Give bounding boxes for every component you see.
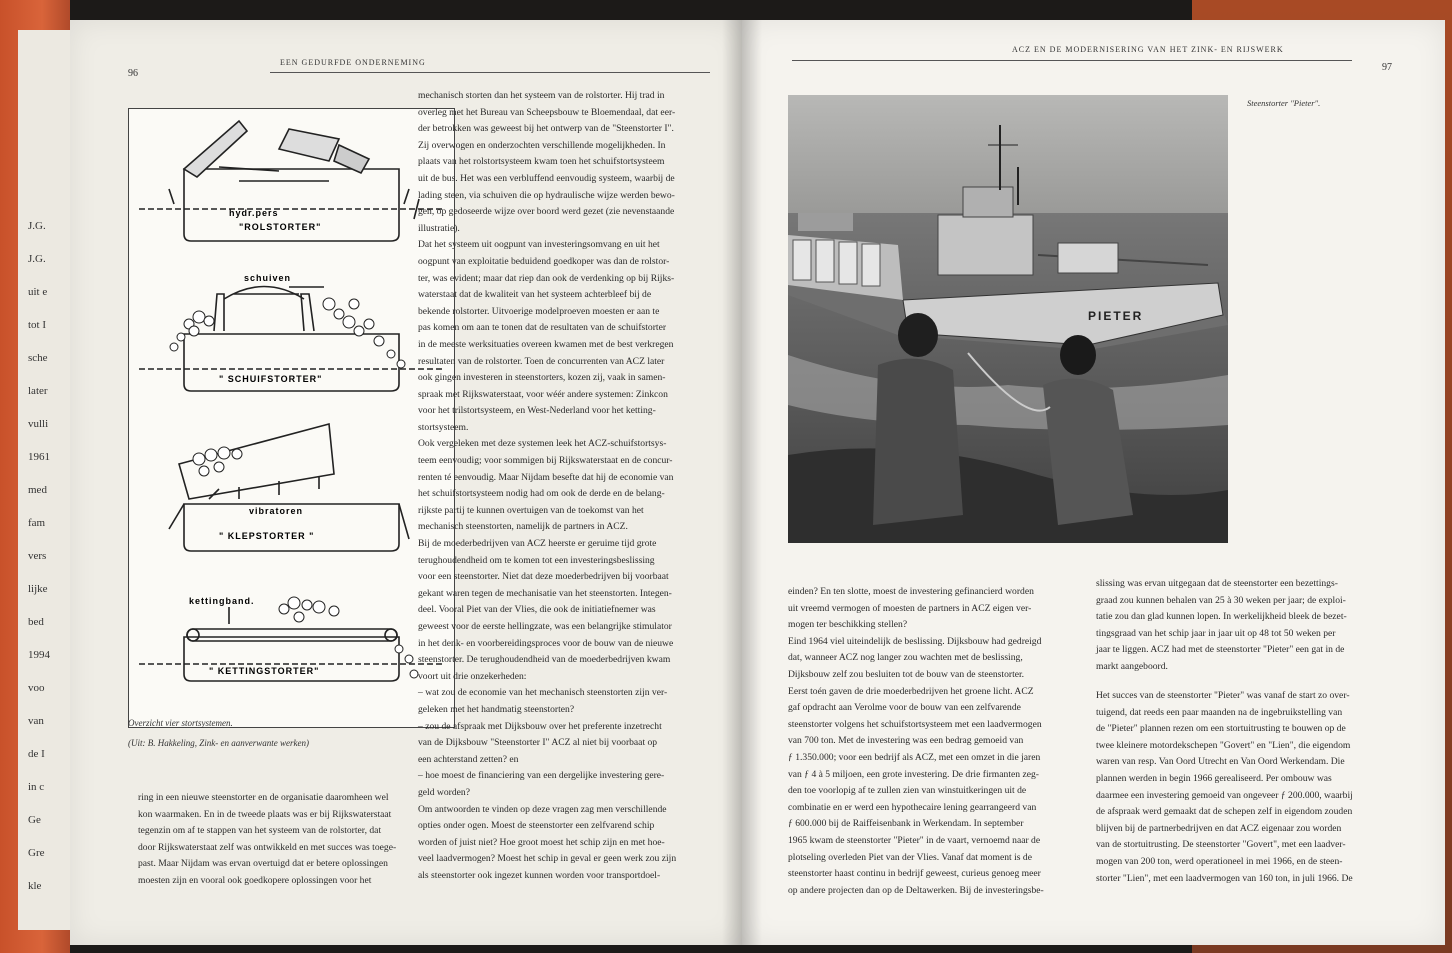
right-page-column-2-bottom (1096, 688, 1386, 887)
text-line: Ook vergeleken met deze systemen leek het ACZ-schuifstortsys- (418, 438, 667, 450)
underlying-page-fragment: 1961 (28, 451, 50, 463)
text-line: Bij de moederbedrijven van ACZ heerste er geruime tijd grote (418, 538, 657, 550)
text-line: lading steen, via schuiven die op hydraulische wijze werden bewo- (418, 189, 675, 201)
photo-steenstorter-pieter (788, 95, 1228, 543)
text-line: mechanisch steenstorten, namelijk de partners in ACZ. (418, 521, 628, 533)
text-line: – hoe moest de financiering van een dergelijke investering gere- (418, 770, 665, 782)
label-rolstorter: "ROLSTORTER" (239, 222, 322, 232)
text-line: 1965 kwam de steenstorter "Pieter" in de vaart, vernoemd naar de (788, 834, 1041, 846)
text-line: veel laadvermogen? Moest het schip in geval er geen werk zou zijn (418, 853, 677, 865)
text-line: van de stortuitrusting. De steenstorter "Govert", met een laadver- (1096, 839, 1346, 851)
page-number-left: 96 (128, 68, 138, 79)
text-line: tegenzin om af te stappen van het systeem van de rolstorter, dat (138, 825, 382, 837)
text-line: dat, wanneer ACZ nog langer zou wachten met de beslissing, (788, 652, 1023, 664)
text-line: terughoudendheid om te komen tot een investeringsbeslissing (418, 554, 655, 566)
page-number-right: 97 (1382, 62, 1392, 73)
photo-illustration (788, 95, 1228, 543)
underlying-page-fragment: Ge (28, 814, 41, 826)
text-line: Zij overwogen en onderzochten verschillende mogelijkheden. In (418, 139, 666, 151)
text-line: illustratie). (418, 222, 460, 234)
text-line: blijven bij de partnerbedrijven en dat ACZ eigenaar zou worden (1096, 822, 1342, 834)
label-hydr-pers: hydr.pers (229, 208, 279, 218)
underlying-page-fragment: J.G. (28, 220, 46, 232)
text-line: renten té eenvoudig. Maar Nijdam besefte dat hij de economie van (418, 471, 674, 483)
text-line: tatie zou dan glad kunnen lopen. In werkelijkheid bleek de bezet- (1096, 611, 1347, 623)
text-line: graad zou kunnen behalen van 25 à 30 weken per jaar; de exploi- (1096, 594, 1346, 606)
text-line: uit de bus. Het was een verbluffend eenvoudig systeem, waarbij de (418, 172, 675, 184)
ship-name: PIETER (1088, 309, 1144, 323)
text-line: mogen ter beschikking stellen? (788, 619, 908, 631)
text-line: als steenstorter ook ingezet kunnen worden voor transportdoel- (418, 869, 661, 881)
underlying-page-fragment: van (28, 715, 44, 727)
text-line: slissing was ervan uitgegaan dat de steenstorter een bezettings- (1096, 578, 1338, 589)
underlying-page-fragment: lijke (28, 583, 48, 595)
text-line: kon waarmaken. En in de tweede plaats was er bij Rijkswaterstaat (138, 808, 392, 820)
text-line: mechanisch storten dan het systeem van de rolstorter. Hij trad in (418, 90, 665, 101)
text-line: jaar te liggen. ACZ had met de steenstorter "Pieter" een gat in de (1096, 644, 1345, 656)
label-schuifstorter: " SCHUIFSTORTER" (219, 374, 323, 384)
text-line: ƒ 600.000 bij de Raiffeisenbank in Werkendam. In september (788, 818, 1024, 830)
text-line: steenstorter volgens het schuifstortsysteem met een laadvermogen (788, 718, 1042, 730)
text-line: ring in een nieuwe steenstorter en de organisatie daaromheen wel (138, 792, 389, 803)
text-line: bekende rolstorter. Uitvoerige modelproeven moesten er aan te (418, 305, 660, 317)
text-line: tuigend, dat reeds een paar maanden na de ingebruikstelling van (1096, 706, 1343, 718)
text-line: waren van resp. Van Oord Utrecht en Van Oord Werkendam. Die (1096, 756, 1345, 768)
right-page-column-2-top (1096, 576, 1386, 676)
text-line: past. Maar Nijdam was ervan overtuigd dat er betere oplossingen (138, 858, 388, 870)
underlying-page-fragment: later (28, 385, 48, 397)
label-schuiven: schuiven (244, 273, 292, 283)
text-line: einden? En ten slotte, moest de investering gefinancierd worden (788, 586, 1034, 597)
text-line: in het denk- en voorbereidingsproces voor de bouw van de nieuwe (418, 637, 674, 649)
text-line: voor een steenstorter. Niet dat deze moederbedrijven bij voorbaat (418, 571, 669, 583)
text-line: combinatie en er werd een hypothecaire lening gearrangeerd van (788, 801, 1037, 813)
underlying-page-fragment: vulli (28, 418, 49, 430)
text-line: ƒ 1.350.000; voor een bedrijf als ACZ, met een omzet in die jaren (788, 751, 1041, 763)
label-kettingstorter: " KETTINGSTORTER" (209, 666, 320, 676)
text-line: Dijksbouw zelf zou besluiten tot de bouw van de steenstorter. (788, 668, 1025, 680)
underlying-page-fragment: uit e (28, 286, 48, 298)
underlying-page-fragment: sche (28, 352, 48, 364)
text-line: het schuifstortsysteem nodig had om ook de derde en de belang- (418, 488, 665, 500)
text-line: worden of juist niet? Hoe groot moest het schip zijn en met hoe- (418, 836, 665, 848)
text-line: markt aangeboord. (1096, 660, 1168, 672)
underlying-page-fragment: kle (28, 880, 42, 892)
text-line: Eerst toén gaven de drie moederbedrijven het groene licht. ACZ (788, 685, 1034, 697)
photo-caption: Steenstorter "Pieter". (1247, 98, 1321, 108)
text-line: teem eenvoudig; voor sommigen bij Rijkswaterstaat en de concur- (418, 455, 673, 467)
text-line: gaf opdracht aan Verolme voor de bouw van een zelfvarende (788, 702, 1021, 714)
left-page-column-right (418, 88, 708, 885)
left-page (70, 20, 742, 945)
text-line: spraak met Rijkswaterstaat, voor wéér andere systemen: Zinkcon (418, 388, 668, 400)
text-line: twee kleinere motordekschepen "Govert" en "Lien", die eigendom (1096, 739, 1351, 751)
text-line: plannen werden in begin 1966 gerealiseerd. Per ombouw was (1096, 772, 1332, 784)
text-line: plaats van het rolstortsysteem kwam toen het schuifstortsysteem (418, 156, 665, 168)
storting-systems-diagram (129, 109, 454, 727)
head-rule-right (792, 60, 1352, 61)
text-line: Om antwoorden te vinden op deze vragen zag men verschillende (418, 803, 667, 815)
text-line: een achterstand zetten? en (418, 753, 519, 765)
underlying-page-fragment: voo (28, 682, 45, 694)
text-line: gen, op gedoseerde wijze over boord werd gezet (zie nevenstaande (418, 206, 675, 218)
underlying-page-fragment: Gre (28, 847, 45, 859)
underlying-page-fragment: de I (28, 748, 45, 760)
underlying-page-fragment: J.G. (28, 253, 46, 265)
text-line: rijkste partij te kunnen overtuigen van de toekomst van het (418, 504, 644, 516)
underlying-page-fragment: 1994 (28, 649, 50, 661)
label-klepstorter: " KLEPSTORTER " (219, 531, 315, 541)
text-line: moesten zijn en vooral ook goedkopere oplossingen voor het (138, 874, 372, 886)
text-line: storter "Lien", met een laadvermogen van 160 ton, in juli 1966. De (1096, 872, 1353, 884)
text-line: oogpunt van exploitatie beduidend goedkoper was dan de rolstor- (418, 255, 670, 267)
text-line: ter, was evident; maar dat riep dan ook de verdenking op bij Rijks- (418, 272, 675, 284)
storting-systems-figure (128, 108, 455, 728)
underlying-page-fragment: med (28, 484, 47, 496)
text-line: den toe voorlopig af te zullen zien van winstuitkeringen uit de (788, 785, 1027, 797)
text-line: uit vreemd vermogen of moesten de partners in ACZ eigen ver- (788, 602, 1032, 614)
right-page-column-1 (788, 584, 1068, 899)
text-line: – zou de afspraak met Dijksbouw over het preferente inzetrecht (418, 720, 662, 732)
text-line: in de meeste werksituaties overeen kwamen met de best verkregen (418, 338, 674, 350)
figure-caption-title: Overzicht vier stortsystemen. (128, 718, 233, 728)
text-line: voor het trilstortsysteem, en West-Nederland voor het ketting- (418, 405, 656, 417)
text-line: – wat zou de economie van het mechanisch steenstorten zijn ver- (418, 687, 668, 699)
underlying-page-fragment: in c (28, 781, 45, 793)
text-line: gekant waren tegen de mechanisatie van het steenstorten. Integen- (418, 587, 672, 599)
text-line: op andere projecten dan op de Deltawerken. Bij de investeringsbe- (788, 884, 1044, 896)
label-vibratoren: vibratoren (249, 506, 304, 516)
underlying-page-fragment: bed (28, 616, 44, 628)
text-line: de afspraak werd gemaakt dat de schepen zelf in eigendom zouden (1096, 806, 1353, 818)
text-line: door Rijkswaterstaat zelf was ontwikkeld en met succes was toege- (138, 841, 397, 853)
text-line: pas komen om aan te tonen dat de resultaten van de schuifstorter (418, 322, 667, 334)
text-line: geweest voor de eerste hellingzate, was een belangrijke stimulator (418, 621, 672, 632)
text-line: Het succes van de steenstorter "Pieter" was vanaf de start zo over- (1096, 690, 1350, 701)
text-line: stortsysteem. (418, 421, 469, 433)
text-line: geleken met het handmatig steenstorten? (418, 703, 575, 715)
text-line: overleg met het Bureau van Scheepsbouw te Bloemendaal, dat eer- (418, 106, 676, 118)
running-head-right: ACZ EN DE MODERNISERING VAN HET ZINK- EN RIJSWERK (1012, 45, 1284, 54)
text-line: daarmee een investering gemoeid van ongeveer ƒ 200.000, waarbij (1096, 789, 1353, 801)
underlying-page-fragment: vers (28, 550, 47, 562)
text-line: der betrokken was geweest bij het ontwerp van de "Steenstorter I". (418, 123, 674, 135)
figure-caption-source: (Uit: B. Hakkeling, Zink- en aanverwante werken) (128, 738, 309, 748)
text-line: opties onder ogen. Moest de steenstorter een zelfvarend schip (418, 820, 655, 832)
text-line: waterstaat dat de kwaliteit van het systeem achterbleef bij de (418, 289, 652, 301)
underlying-page-fragment: fam (28, 517, 46, 529)
right-page (742, 20, 1445, 945)
text-line: geld worden? (418, 786, 470, 798)
left-page-column-left-bottom (138, 790, 428, 890)
text-line: steenstorter. De terughoudendheid van de moederbedrijven kwam (418, 654, 671, 666)
text-line: van ƒ 4 à 5 miljoen, een grote investering. De drie firmanten zeg- (788, 768, 1039, 780)
underlying-page-fragment: tot I (28, 319, 47, 331)
text-line: voort uit drie onzekerheden: (418, 670, 527, 682)
text-line: Dat het systeem uit oogpunt van investeringsomvang en uit het (418, 239, 660, 251)
text-line: mogen van 200 ton, werd operationeel in mei 1966, en de steen- (1096, 855, 1343, 867)
text-line: deel. Vooral Piet van der Vlies, die ook de initiatiefnemer was (418, 604, 656, 616)
label-kettingband: kettingband. (189, 596, 255, 606)
head-rule-left (270, 72, 710, 73)
text-line: ook gingen investeren in steenstorters, kozen zij, vaak in samen- (418, 372, 666, 384)
text-line: Eind 1964 viel uiteindelijk de beslissing. Dijksbouw had gedreigd (788, 635, 1042, 647)
text-line: tingsgraad van het schip jaar in jaar uit op 48 tot 50 weken per (1096, 627, 1336, 639)
text-line: steenstorter haast continu in bedrijf geweest, curieus genoeg meer (788, 868, 1041, 880)
text-line: de "Pieter" plannen rezen om een stortuitrusting te bouwen op de (1096, 723, 1346, 735)
text-line: resultaten van de rolstorter. Toen de concurrenten van ACZ later (418, 355, 665, 367)
text-line: plotseling overleden Piet van der Vlies. Vanaf dat moment is de (788, 851, 1032, 863)
running-head-left: EEN GEDURFDE ONDERNEMING (280, 58, 426, 67)
text-line: van de Dijksbouw "Steenstorter I" ACZ al niet bij voorbaat op (418, 737, 658, 749)
text-line: van 700 ton. Met de investering was een bedrag gemoeid van (788, 735, 1024, 747)
